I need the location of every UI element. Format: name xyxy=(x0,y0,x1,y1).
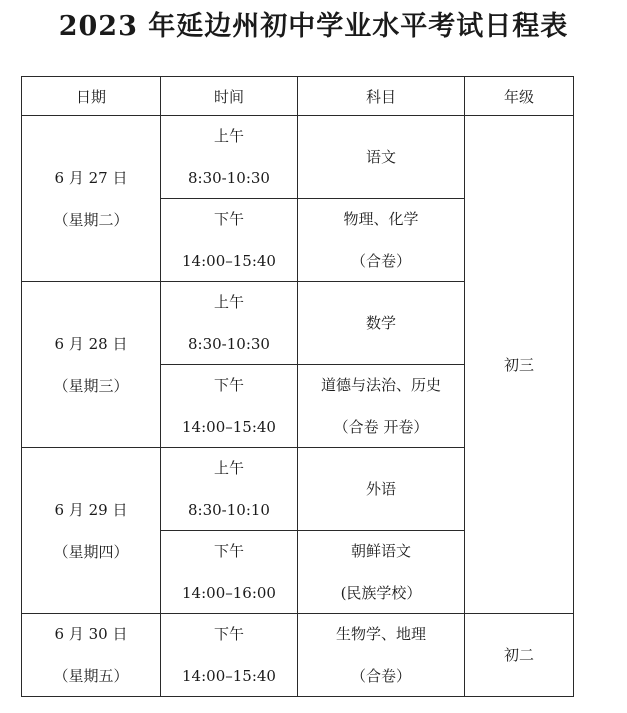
time-cell xyxy=(161,282,298,365)
subject-label: 语文 xyxy=(365,148,396,166)
subject-cell xyxy=(298,365,465,448)
subject-note: （合卷 开卷） xyxy=(333,418,429,436)
time-range: 14:00–15:40 xyxy=(182,418,276,436)
grade-cell xyxy=(465,614,574,697)
date-label: 6 月 28 日 xyxy=(54,334,128,353)
period-label: 下午 xyxy=(213,376,244,394)
period-label: 上午 xyxy=(213,293,244,311)
period-label: 下午 xyxy=(213,625,244,643)
subject-cell xyxy=(298,448,465,531)
header-row xyxy=(22,77,574,116)
exam-schedule-table xyxy=(21,76,574,697)
date-cell xyxy=(22,116,161,282)
subject-label: 道德与法治、历史 xyxy=(320,376,441,394)
subject-note: （合卷） xyxy=(350,667,411,685)
time-cell xyxy=(161,116,298,199)
subject-note: （合卷） xyxy=(350,252,411,270)
period-label: 下午 xyxy=(213,542,244,560)
period-label: 下午 xyxy=(213,210,244,228)
header-grade: 年级 xyxy=(465,77,574,116)
subject-cell xyxy=(298,531,465,614)
weekday-label: （星期二） xyxy=(53,210,129,229)
period-label: 上午 xyxy=(213,127,244,145)
date-label: 6 月 27 日 xyxy=(54,168,128,187)
time-range: 14:00–16:00 xyxy=(182,584,276,602)
date-cell xyxy=(22,282,161,448)
subject-cell xyxy=(298,116,465,199)
time-range: 14:00–15:40 xyxy=(182,252,276,270)
header-time: 时间 xyxy=(161,77,298,116)
time-cell xyxy=(161,199,298,282)
header-subject: 科目 xyxy=(298,77,465,116)
date-cell xyxy=(22,448,161,614)
weekday-label: （星期五） xyxy=(53,667,129,685)
weekday-label: （星期四） xyxy=(53,542,129,561)
subject-cell xyxy=(298,614,465,697)
date-label: 6 月 29 日 xyxy=(54,500,128,519)
table-row xyxy=(22,614,574,697)
subject-note: (民族学校） xyxy=(340,584,422,602)
time-cell xyxy=(161,614,298,697)
subject-label: 朝鲜语文 xyxy=(350,542,411,560)
subject-label: 生物学、地理 xyxy=(335,625,426,643)
weekday-label: （星期三） xyxy=(53,376,129,395)
time-range: 8:30-10:10 xyxy=(188,501,270,519)
table-row xyxy=(22,116,574,199)
date-label: 6 月 30 日 xyxy=(54,625,128,643)
time-range: 8:30-10:30 xyxy=(188,335,270,353)
time-cell xyxy=(161,448,298,531)
time-cell xyxy=(161,365,298,448)
subject-label: 物理、化学 xyxy=(343,210,419,228)
subject-label: 外语 xyxy=(365,480,396,498)
period-label: 上午 xyxy=(213,459,244,477)
grade-label: 初二 xyxy=(503,646,534,664)
page-title: 2023 年延边州初中学业水平考试日程表 xyxy=(58,11,569,42)
subject-cell xyxy=(298,282,465,365)
subject-label: 数学 xyxy=(365,314,396,332)
grade-cell xyxy=(465,116,574,614)
time-cell xyxy=(161,531,298,614)
time-range: 8:30-10:30 xyxy=(188,169,270,187)
grade-label: 初三 xyxy=(503,355,534,374)
date-cell xyxy=(22,614,161,697)
subject-cell xyxy=(298,199,465,282)
time-range: 14:00–15:40 xyxy=(182,667,276,685)
header-date: 日期 xyxy=(22,77,161,116)
